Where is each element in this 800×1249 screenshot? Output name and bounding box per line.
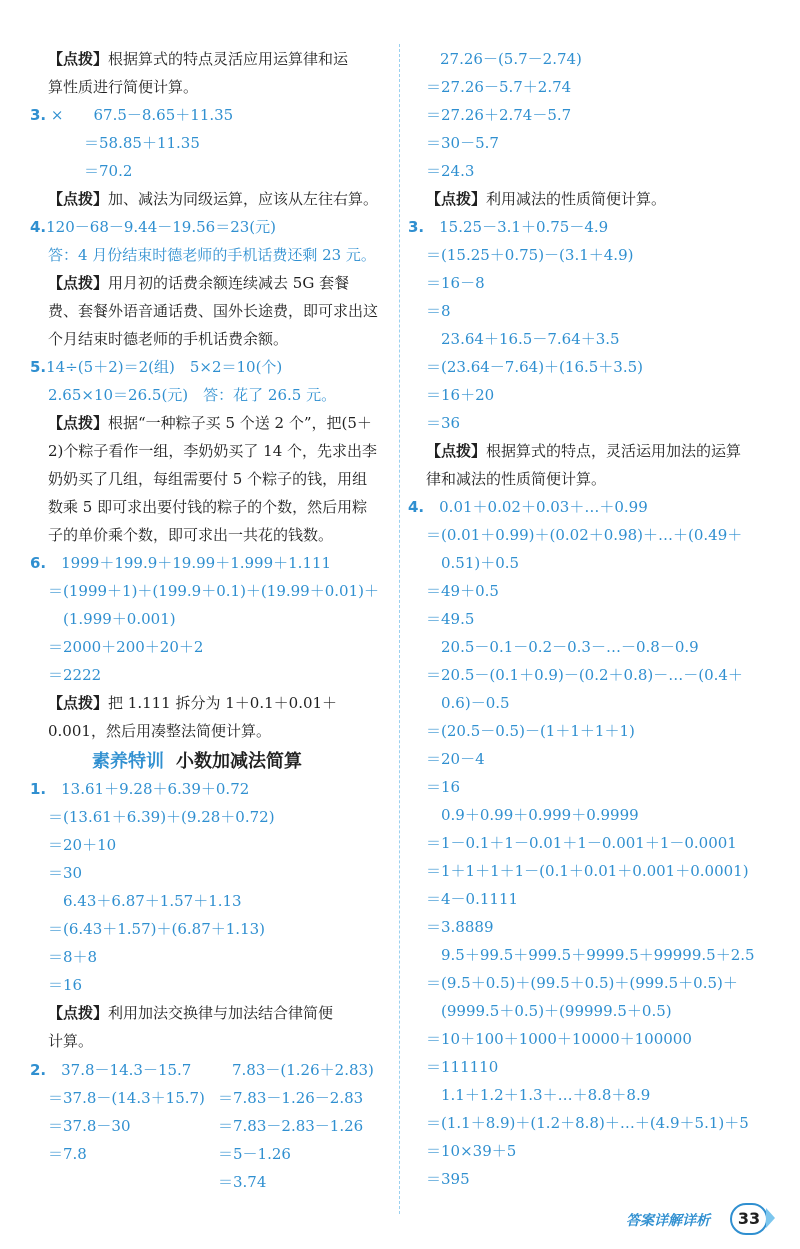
answer-text: 答：4 月份结束时德老师的手机话费还剩 23 元。 bbox=[48, 246, 376, 264]
left-text-line bbox=[48, 947, 97, 967]
question-number: 5. bbox=[30, 358, 47, 376]
answer-text: 120－68－9.44－19.56＝23(元) bbox=[46, 218, 276, 236]
answer-text: 0.6)－0.5 bbox=[426, 694, 510, 712]
footer-label: 答案详解详析 bbox=[626, 1213, 710, 1229]
left-text-line bbox=[48, 835, 116, 855]
right-text-line bbox=[426, 833, 737, 853]
answer-text: ＝49.5 bbox=[426, 610, 475, 628]
left-text-line bbox=[48, 1031, 93, 1051]
answer-text: ＝8 bbox=[426, 302, 451, 320]
page-badge-tail bbox=[766, 1208, 775, 1228]
answer-text: ＝111110 bbox=[426, 1058, 499, 1076]
answer-text: ＝5－1.26 bbox=[218, 1145, 291, 1163]
answer-text: 9.5＋99.5＋999.5＋9999.5＋99999.5＋2.5 bbox=[426, 946, 755, 964]
answer-text: ＝37.8－(14.3＋15.7) bbox=[48, 1089, 205, 1107]
left-text-line bbox=[48, 245, 376, 265]
answer-text: ＝20＋10 bbox=[48, 836, 117, 854]
left-text-line bbox=[48, 329, 288, 349]
right-text-line bbox=[426, 413, 460, 433]
explanation-text: 个月结束时德老师的手机话费余额。 bbox=[48, 330, 289, 348]
explanation-text: 根据“一种粽子买 5 个送 2 个”，把(5＋ bbox=[108, 414, 372, 432]
right-text-line bbox=[426, 1085, 650, 1105]
right-text-line bbox=[426, 525, 742, 545]
answer-text: ＝49＋0.5 bbox=[426, 582, 499, 600]
right-text-line bbox=[426, 105, 571, 125]
question-number: 3. bbox=[30, 106, 47, 124]
section-title-sub: 小数加减法简算 bbox=[176, 751, 302, 772]
answer-text: ＝10×39＋5 bbox=[426, 1142, 517, 1160]
left-text-line bbox=[48, 721, 271, 741]
answer-text: 15.25－3.1＋0.75－4.9 bbox=[424, 218, 609, 236]
hint-tag: 【点拨】 bbox=[48, 274, 109, 292]
answer-text: ＝2222 bbox=[48, 666, 102, 684]
left-text-line bbox=[30, 105, 233, 125]
answer-text: 2.65×10＝26.5(元) 答：花了 26.5 元。 bbox=[48, 386, 337, 404]
explanation-text: 计算。 bbox=[48, 1032, 94, 1050]
right-text-line bbox=[426, 917, 494, 937]
right-text-line bbox=[408, 497, 648, 517]
answer-text: ＝16＋20 bbox=[426, 386, 495, 404]
answer-text: ＝(6.43＋1.57)＋(6.87＋1.13) bbox=[48, 920, 266, 938]
answer-text: ＝2000＋200＋20＋2 bbox=[48, 638, 204, 656]
left-text-line bbox=[48, 525, 333, 545]
right-text-line bbox=[426, 133, 499, 153]
section-title bbox=[92, 750, 302, 774]
explanation-text: 加、减法为同级运算，应该从左往右算。 bbox=[108, 190, 379, 208]
answer-text: 1999＋199.9＋19.99＋1.999＋1.111 bbox=[46, 554, 332, 572]
right-text-line bbox=[426, 1141, 516, 1161]
left-text-line bbox=[218, 1144, 291, 1164]
answer-text: ＝1＋1＋1＋1－(0.1＋0.01＋0.001＋0.0001) bbox=[426, 862, 749, 880]
right-text-line bbox=[426, 721, 635, 741]
explanation-text: 算性质进行简便计算。 bbox=[48, 78, 199, 96]
right-text-line bbox=[426, 553, 519, 573]
right-text-line bbox=[426, 665, 743, 685]
explanation-text: 0.001，然后用凑整法简便计算。 bbox=[48, 722, 271, 740]
right-text-line bbox=[426, 1057, 498, 1077]
right-text-line bbox=[426, 301, 451, 321]
right-text-line bbox=[426, 581, 499, 601]
left-text-line bbox=[48, 301, 378, 321]
question-number: 4. bbox=[30, 218, 47, 236]
left-text-line bbox=[48, 919, 265, 939]
right-text-line bbox=[426, 1001, 672, 1021]
answer-text: ＝20－4 bbox=[426, 750, 485, 768]
left-text-line bbox=[30, 1060, 191, 1080]
left-text-line bbox=[48, 891, 242, 911]
left-text-line bbox=[48, 1144, 87, 1164]
left-text-line bbox=[48, 385, 336, 405]
left-text-line bbox=[48, 1116, 131, 1136]
question-number: 1. bbox=[30, 780, 47, 798]
left-text-line bbox=[48, 1003, 333, 1023]
answer-text: ＝(23.64－7.64)＋(16.5＋3.5) bbox=[426, 358, 644, 376]
explanation-text: 根据算式的特点灵活应用运算律和运 bbox=[108, 50, 349, 68]
right-text-line bbox=[426, 245, 633, 265]
right-text-line bbox=[426, 805, 639, 825]
left-text-line bbox=[48, 497, 367, 517]
hint-tag: 【点拨】 bbox=[48, 190, 109, 208]
left-text-line bbox=[48, 807, 275, 827]
right-text-line bbox=[426, 637, 699, 657]
answer-text: (1.999＋0.001) bbox=[48, 610, 176, 628]
answer-text: 0.51)＋0.5 bbox=[426, 554, 520, 572]
answer-text: ＝4－0.1111 bbox=[426, 890, 519, 908]
explanation-text: 利用加法交换律与加法结合律简便 bbox=[108, 1004, 334, 1022]
answer-text: × 67.5－8.65＋11.35 bbox=[46, 106, 234, 124]
answer-text: ＝16－8 bbox=[426, 274, 485, 292]
section-title-main: 素养特训 bbox=[92, 751, 164, 772]
hint-tag: 【点拨】 bbox=[48, 1004, 109, 1022]
explanation-text: 利用减法的性质简便计算。 bbox=[486, 190, 667, 208]
right-text-line bbox=[440, 49, 582, 69]
left-text-line bbox=[30, 357, 282, 377]
answer-text: ＝27.26＋2.74－5.7 bbox=[426, 106, 572, 124]
explanation-text: 2)个粽子看作一组，李奶奶买了 14 个，先求出李 bbox=[48, 442, 378, 460]
answer-text: ＝10＋100＋1000＋10000＋100000 bbox=[426, 1030, 692, 1048]
right-text-line bbox=[426, 161, 474, 181]
hint-tag: 【点拨】 bbox=[48, 414, 109, 432]
hint-tag: 【点拨】 bbox=[48, 694, 109, 712]
answer-text: 23.64＋16.5－7.64＋3.5 bbox=[426, 330, 620, 348]
right-text-line bbox=[426, 945, 755, 965]
answer-text: ＝(20.5－0.5)－(1＋1＋1＋1) bbox=[426, 722, 635, 740]
explanation-text: 数乘 5 即可求出要付钱的粽子的个数，然后用粽 bbox=[48, 498, 368, 516]
answer-text: 1.1＋1.2＋1.3＋…＋8.8＋8.9 bbox=[426, 1086, 651, 1104]
answer-text: 7.83－(1.26＋2.83) bbox=[232, 1061, 374, 1079]
answer-text: ＝3.8889 bbox=[426, 918, 494, 936]
right-text-line bbox=[426, 609, 474, 629]
answer-text: ＝(0.01＋0.99)＋(0.02＋0.98)＋…＋(0.49＋ bbox=[426, 526, 743, 544]
answer-text: ＝7.8 bbox=[48, 1145, 87, 1163]
right-text-line bbox=[426, 973, 738, 993]
answer-text: ＝36 bbox=[426, 414, 461, 432]
answer-text: ＝16 bbox=[426, 778, 461, 796]
right-text-line bbox=[426, 1029, 692, 1049]
explanation-text: 根据算式的特点，灵活运用加法的运算 bbox=[486, 442, 742, 460]
column-divider bbox=[399, 44, 400, 1214]
left-text-line bbox=[218, 1116, 363, 1136]
left-text-line bbox=[48, 665, 101, 685]
hint-tag: 【点拨】 bbox=[48, 50, 109, 68]
left-text-line bbox=[218, 1172, 266, 1192]
answer-text: ＝7.83－1.26－2.83 bbox=[218, 1089, 364, 1107]
left-text-line bbox=[218, 1088, 363, 1108]
question-number: 4. bbox=[408, 498, 425, 516]
explanation-text: 用月初的话费余额连续减去 5G 套餐 bbox=[108, 274, 350, 292]
answer-text: ＝(9.5＋0.5)＋(99.5＋0.5)＋(999.5＋0.5)＋ bbox=[426, 974, 738, 992]
question-number: 2. bbox=[30, 1061, 47, 1079]
left-text-line bbox=[48, 469, 367, 489]
answer-text: ＝8＋8 bbox=[48, 948, 98, 966]
left-text-line bbox=[84, 133, 200, 153]
answer-text: ＝30－5.7 bbox=[426, 134, 499, 152]
right-text-line bbox=[426, 357, 643, 377]
left-text-line bbox=[48, 49, 348, 69]
answer-text: ＝24.3 bbox=[426, 162, 475, 180]
explanation-text: 把 1.111 拆分为 1＋0.1＋0.01＋ bbox=[108, 694, 338, 712]
left-text-line bbox=[232, 1060, 374, 1080]
answer-text: 27.26－(5.7－2.74) bbox=[440, 50, 582, 68]
left-text-line bbox=[48, 441, 377, 461]
right-text-line bbox=[426, 889, 518, 909]
answer-text: ＝(15.25＋0.75)－(3.1＋4.9) bbox=[426, 246, 634, 264]
answer-text: ＝(1.1＋8.9)＋(1.2＋8.8)＋…＋(4.9＋5.1)＋5 bbox=[426, 1114, 749, 1132]
left-text-line bbox=[48, 609, 176, 629]
answer-text: ＝(1999＋1)＋(199.9＋0.1)＋(19.99＋0.01)＋ bbox=[48, 582, 379, 600]
right-text-line bbox=[426, 385, 494, 405]
left-text-line bbox=[48, 413, 372, 433]
answer-text: 20.5－0.1－0.2－0.3－…－0.8－0.9 bbox=[426, 638, 699, 656]
left-text-line bbox=[84, 161, 132, 181]
page-number: 33 bbox=[730, 1203, 768, 1235]
answer-text: ＝27.26－5.7＋2.74 bbox=[426, 78, 572, 96]
answer-text: ＝16 bbox=[48, 976, 83, 994]
answer-text: ＝30 bbox=[48, 864, 83, 882]
answer-text: ＝1－0.1＋1－0.01＋1－0.001＋1－0.0001 bbox=[426, 834, 737, 852]
left-text-line bbox=[48, 189, 378, 209]
right-text-line bbox=[426, 469, 606, 489]
answer-text: ＝395 bbox=[426, 1170, 470, 1188]
left-text-line bbox=[30, 553, 331, 573]
left-text-line bbox=[48, 1088, 205, 1108]
answer-text: 13.61＋9.28＋6.39＋0.72 bbox=[46, 780, 250, 798]
left-text-line bbox=[48, 273, 349, 293]
right-text-line bbox=[426, 189, 666, 209]
explanation-text: 费、套餐外语音通话费、国外长途费，即可求出这 bbox=[48, 302, 379, 320]
answer-text: ＝58.85＋11.35 bbox=[84, 134, 200, 152]
right-text-line bbox=[426, 329, 620, 349]
right-text-line bbox=[426, 1113, 749, 1133]
answer-text: ＝20.5－(0.1＋0.9)－(0.2＋0.8)－…－(0.4＋ bbox=[426, 666, 743, 684]
explanation-text: 奶奶买了几组，每组需要付 5 个粽子的钱，用组 bbox=[48, 470, 368, 488]
right-text-line bbox=[426, 273, 485, 293]
left-text-line bbox=[48, 975, 82, 995]
right-text-line bbox=[426, 777, 460, 797]
left-text-line bbox=[30, 217, 276, 237]
question-number: 6. bbox=[30, 554, 47, 572]
hint-tag: 【点拨】 bbox=[426, 442, 487, 460]
left-text-line bbox=[30, 779, 249, 799]
left-text-line bbox=[48, 637, 203, 657]
answer-text: ＝7.83－2.83－1.26 bbox=[218, 1117, 364, 1135]
answer-text: 0.9＋0.99＋0.999＋0.9999 bbox=[426, 806, 639, 824]
left-text-line bbox=[48, 77, 198, 97]
right-text-line bbox=[426, 1169, 470, 1189]
answer-text: ＝3.74 bbox=[218, 1173, 267, 1191]
answer-text: ＝(13.61＋6.39)＋(9.28＋0.72) bbox=[48, 808, 275, 826]
answer-text: 37.8－14.3－15.7 bbox=[46, 1061, 192, 1079]
left-text-line bbox=[48, 581, 379, 601]
right-text-line bbox=[426, 441, 741, 461]
question-number: 3. bbox=[408, 218, 425, 236]
right-text-line bbox=[426, 693, 510, 713]
right-text-line bbox=[426, 77, 571, 97]
explanation-text: 律和减法的性质简便计算。 bbox=[426, 470, 607, 488]
left-text-line bbox=[48, 693, 337, 713]
right-text-line bbox=[426, 861, 749, 881]
answer-text: (9999.5＋0.5)＋(99999.5＋0.5) bbox=[426, 1002, 672, 1020]
right-text-line bbox=[408, 217, 608, 237]
answer-text: ＝70.2 bbox=[84, 162, 133, 180]
answer-text: 0.01＋0.02＋0.03＋…＋0.99 bbox=[424, 498, 648, 516]
hint-tag: 【点拨】 bbox=[426, 190, 487, 208]
answer-text: ＝37.8－30 bbox=[48, 1117, 131, 1135]
left-text-line bbox=[48, 863, 82, 883]
right-text-line bbox=[426, 749, 485, 769]
explanation-text: 子的单价乘个数，即可求出一共花的钱数。 bbox=[48, 526, 334, 544]
answer-text: 14÷(5＋2)＝2(组) 5×2＝10(个) bbox=[46, 358, 283, 376]
answer-text: 6.43＋6.87＋1.57＋1.13 bbox=[48, 892, 242, 910]
